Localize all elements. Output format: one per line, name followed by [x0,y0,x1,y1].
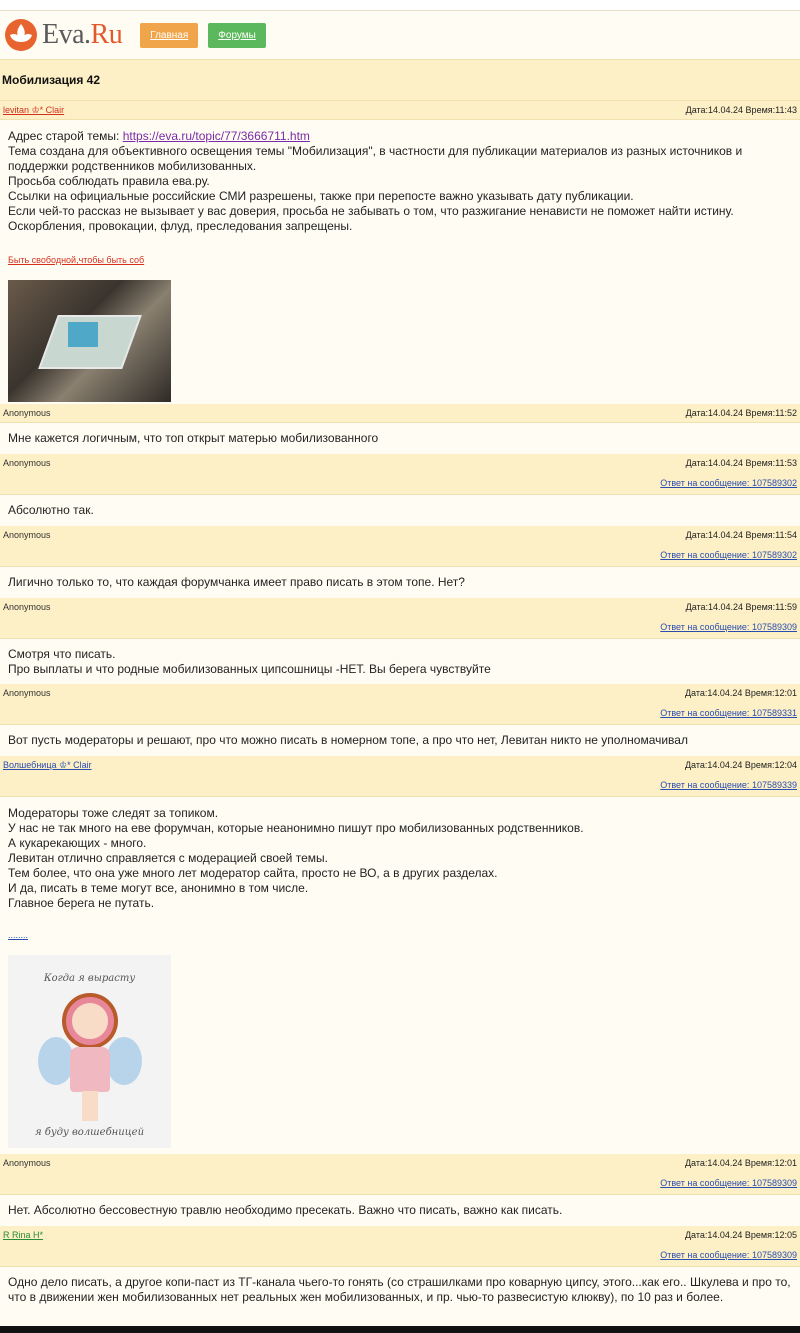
post-text: Нет. Абсолютно бессовестную травлю необходимо пресекать. Важно что писать, важно как писать. [8,1203,563,1217]
post-line: Ссылки на официальные российские СМИ разрешены, также при перепосте важно указывать дату публикации. [8,189,634,203]
post-line: Оскорбления, провокации, флуд, преследования запрещены. [8,219,353,233]
post-body [0,495,800,526]
topic-title: Мобилизация 42 [2,73,101,87]
post-author: Anonymous [3,530,51,540]
post-line: И да, писать в теме могут все, анонимно в том числе. [8,881,309,895]
old-topic-link[interactable]: https://eva.ru/topic/77/3666711.htm [122,129,310,143]
post-line: Смотря что писать. [8,647,116,661]
post-header [0,756,800,797]
post-author: Anonymous [3,458,51,468]
logo-text: Eva.Ru [42,19,123,50]
post-date: Дата:14.04.24 Время:11:54 [685,530,797,540]
post-text: Мне кажется логичным, что топ открыт матерью мобилизованного [8,431,379,445]
post-body [0,639,800,684]
post-line: У нас не так много на еве форумчан, которые неанонимно пишут про мобилизованных родственников. [8,821,584,835]
post-header [0,1154,800,1195]
post-body [0,1267,800,1305]
bottom-bar [0,1326,800,1333]
reply-link[interactable]: Ответ на сообщение: 107589309 [660,1250,797,1260]
signature-link[interactable]: Быть свободной,чтобы быть соб [8,255,145,265]
post-date: Дата:14.04.24 Время:12:01 [684,1158,797,1168]
post-line: Тема создана для объективного освещения темы "Мобилизация", в частности для публикации материалов из разных источников и поддержки родственников мобилизованных. [8,144,743,173]
post-body [0,567,800,598]
image-caption-bottom: я буду волшебницей [34,1127,145,1138]
post-text: Лигично только то, что каждая форумчанка имеет право писать в этом топе. Нет? [8,575,465,589]
reply-link[interactable]: Ответ на сообщение: 107589331 [660,708,797,718]
site-header [0,11,800,59]
post-body [0,423,800,454]
signature-link[interactable]: ........ [8,930,29,940]
old-topic-label: Адрес старой темы: [8,129,123,143]
post-header [0,598,800,639]
post-author: Anonymous [3,408,51,418]
reply-link[interactable]: Ответ на сообщение: 107589339 [660,780,797,790]
site-logo[interactable] [4,18,122,52]
top-strip [0,0,800,11]
post-date: Дата:14.04.24 Время:12:04 [684,760,797,770]
post-date: Дата:14.04.24 Время:11:59 [685,602,797,612]
post-line: Главное берега не путать. [8,896,155,910]
post-author: Anonymous [3,688,51,698]
post-date: Дата:14.04.24 Время:12:01 [684,688,797,698]
nav-forums-button[interactable]: Форумы [208,23,266,48]
post-body [0,797,800,1154]
post-author[interactable]: levitan ♔* Clair [3,104,65,115]
signature-image [8,955,171,1148]
signature-image [8,280,171,402]
post-header [0,454,800,495]
reply-link[interactable]: Ответ на сообщение: 107589309 [660,1178,797,1188]
flower-logo-icon [4,18,38,52]
post-text: Абсолютно так. [8,503,94,517]
nav-home-button[interactable]: Главная [140,23,198,48]
post-author[interactable]: R Rina H* [3,1230,44,1240]
post-line: А кукарекающих - много. [8,836,147,850]
post-body [0,725,800,756]
reply-link[interactable]: Ответ на сообщение: 107589309 [660,622,797,632]
post-author[interactable]: Волшебница ♔* Clair [3,759,92,770]
post-line: Модераторы тоже следят за топиком. [8,806,219,820]
post-line: Левитан отлично справляется с модерацией своей темы. [8,851,328,865]
reply-link[interactable]: Ответ на сообщение: 107589302 [660,478,797,488]
post-date: Дата:14.04.24 Время:11:43 [685,105,797,115]
image-caption-top: Когда я вырасту [43,973,136,984]
post-date: Дата:14.04.24 Время:11:52 [685,408,797,418]
post-header [0,404,800,423]
topic-title-bar [0,59,800,101]
post-line: Просьба соблюдать правила ева.ру. [8,174,210,188]
post-author: Anonymous [3,602,51,612]
post-line: Если чей-то рассказ не вызывает у вас доверия, просьба не забывать о том, что разжигание ненависти не поможет найти истину. [8,204,734,218]
post-header [0,101,800,120]
post-line: Про выплаты и что родные мобилизованных ципсошницы -НЕТ. Вы берега чувствуйте [8,662,491,676]
post-text: Вот пусть модераторы и решают, про что можно писать в номерном топе, а про что нет, Левитан никто не уполномачивал [8,733,688,747]
post-body [0,120,800,404]
post-date: Дата:14.04.24 Время:12:05 [684,1230,797,1240]
post-line: Тем более, что она уже много лет модератор сайта, просто не ВО, а в других разделах. [8,866,498,880]
post-header [0,684,800,725]
post-date: Дата:14.04.24 Время:11:53 [685,458,797,468]
post-header [0,526,800,567]
post-text: Одно дело писать, а другое копи-паст из ТГ-канала чьего-то гонять (со страшилками про коварную ципсу, этого...как его.. Шкулева и про то, что в движении жен мобилизованных нет реальных жен мобилизованных, и пр. чью-то развесистую клюкву), по 10 раз и более. [8,1275,791,1304]
post-author: Anonymous [3,1158,51,1168]
post-body [0,1195,800,1226]
post-header [0,1226,800,1267]
reply-link[interactable]: Ответ на сообщение: 107589302 [660,550,797,560]
